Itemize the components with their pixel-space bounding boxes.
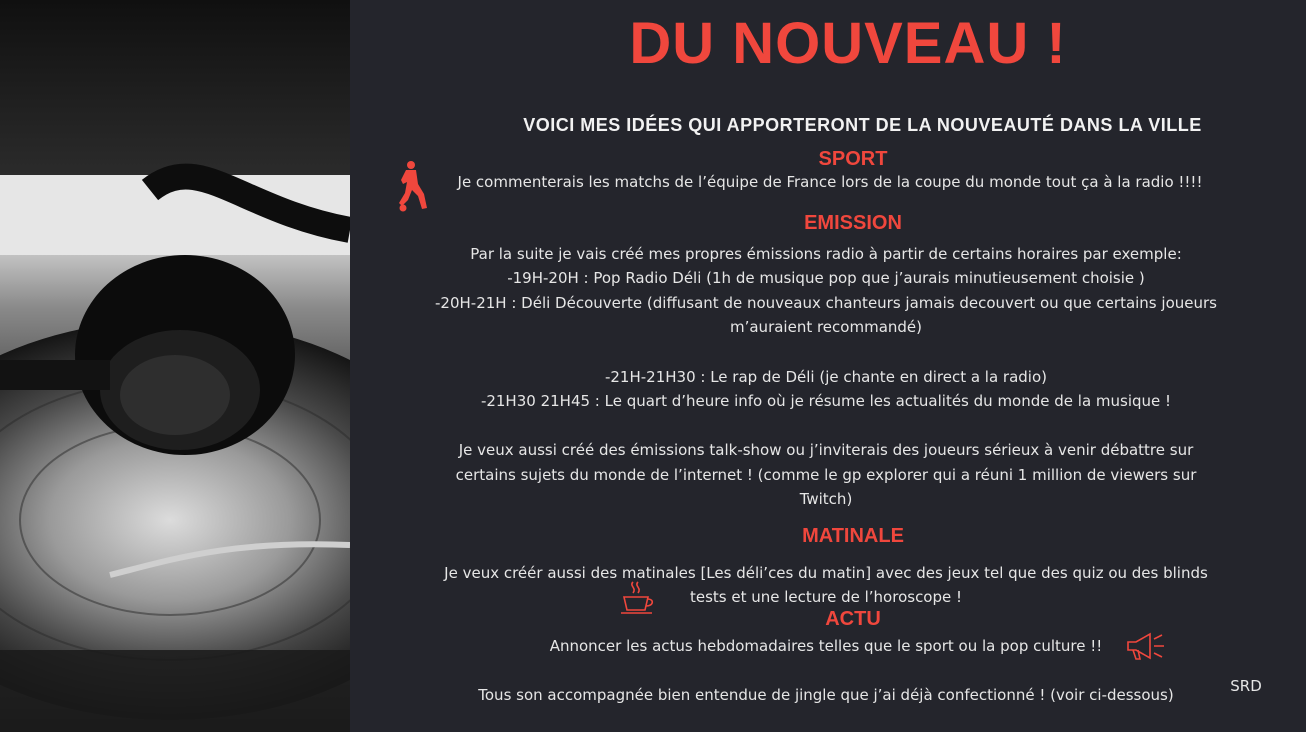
signature: SRD [1230,677,1262,695]
emission-line-7: Je veux aussi créé des émissions talk-show ou j’inviterais des joueurs sérieux à venir débattre sur [458,441,1194,459]
coffee-cup-icon [619,580,655,618]
emission-line-1: Par la suite je vais créé mes propres émissions radio à partir de certains horaires par exemple: [470,245,1182,263]
emission-line-9: Twitch) [799,490,853,508]
emission-line-3: -20H-21H : Déli Découverte (diffusant de nouveaux chanteurs jamais decouvert ou que certains joueurs [435,294,1217,312]
sport-heading: SPORT [818,148,888,170]
emission-line-8: certains sujets du monde de l’internet ! (comme le gp explorer qui a réuni 1 million de viewers sur [455,466,1197,484]
emission-line-4: m’auraient recommandé) [729,318,922,336]
emission-line-5: -21H-21H30 : Le rap de Déli (je chante en direct a la radio) [604,368,1048,386]
sport-text: Je commenterais les matchs de l’équipe de France lors de la coupe du monde tout ça à la radio !!!! [457,173,1203,191]
headphones-photo [0,0,350,732]
matinale-line-1: Je veux créér aussi des matinales [Les déli’ces du matin] avec des jeux tel que des quiz ou des blinds [444,564,1208,582]
emission-heading: EMISSION [804,212,902,234]
matinale-heading: MATINALE [802,525,904,547]
emission-line-6: -21H30 21H45 : Le quart d’heure info où je résume les actualités du monde de la musique ! [480,392,1172,410]
page-subtitle: VOICI MES IDÉES QUI APPORTERONT DE LA NOUVEAUTÉ DANS LA VILLE [523,115,1202,135]
emission-line-2: -19H-20H : Pop Radio Déli (1h de musique pop que j’aurais minutieusement choisie ) [507,269,1145,287]
headphones-photo-art [0,0,350,732]
actu-text: Annoncer les actus hebdomadaires telles que le sport ou la pop culture !! [549,637,1103,655]
megaphone-icon [1124,630,1166,662]
matinale-line-2: tests et une lecture de l’horoscope ! [689,588,963,606]
actu-heading: ACTU [825,608,881,630]
footer-text: Tous son accompagnée bien entendue de jingle que j’ai déjà confectionné ! (voir ci-dessous) [478,686,1174,704]
page-title: DU NOUVEAU ! [629,11,1067,76]
